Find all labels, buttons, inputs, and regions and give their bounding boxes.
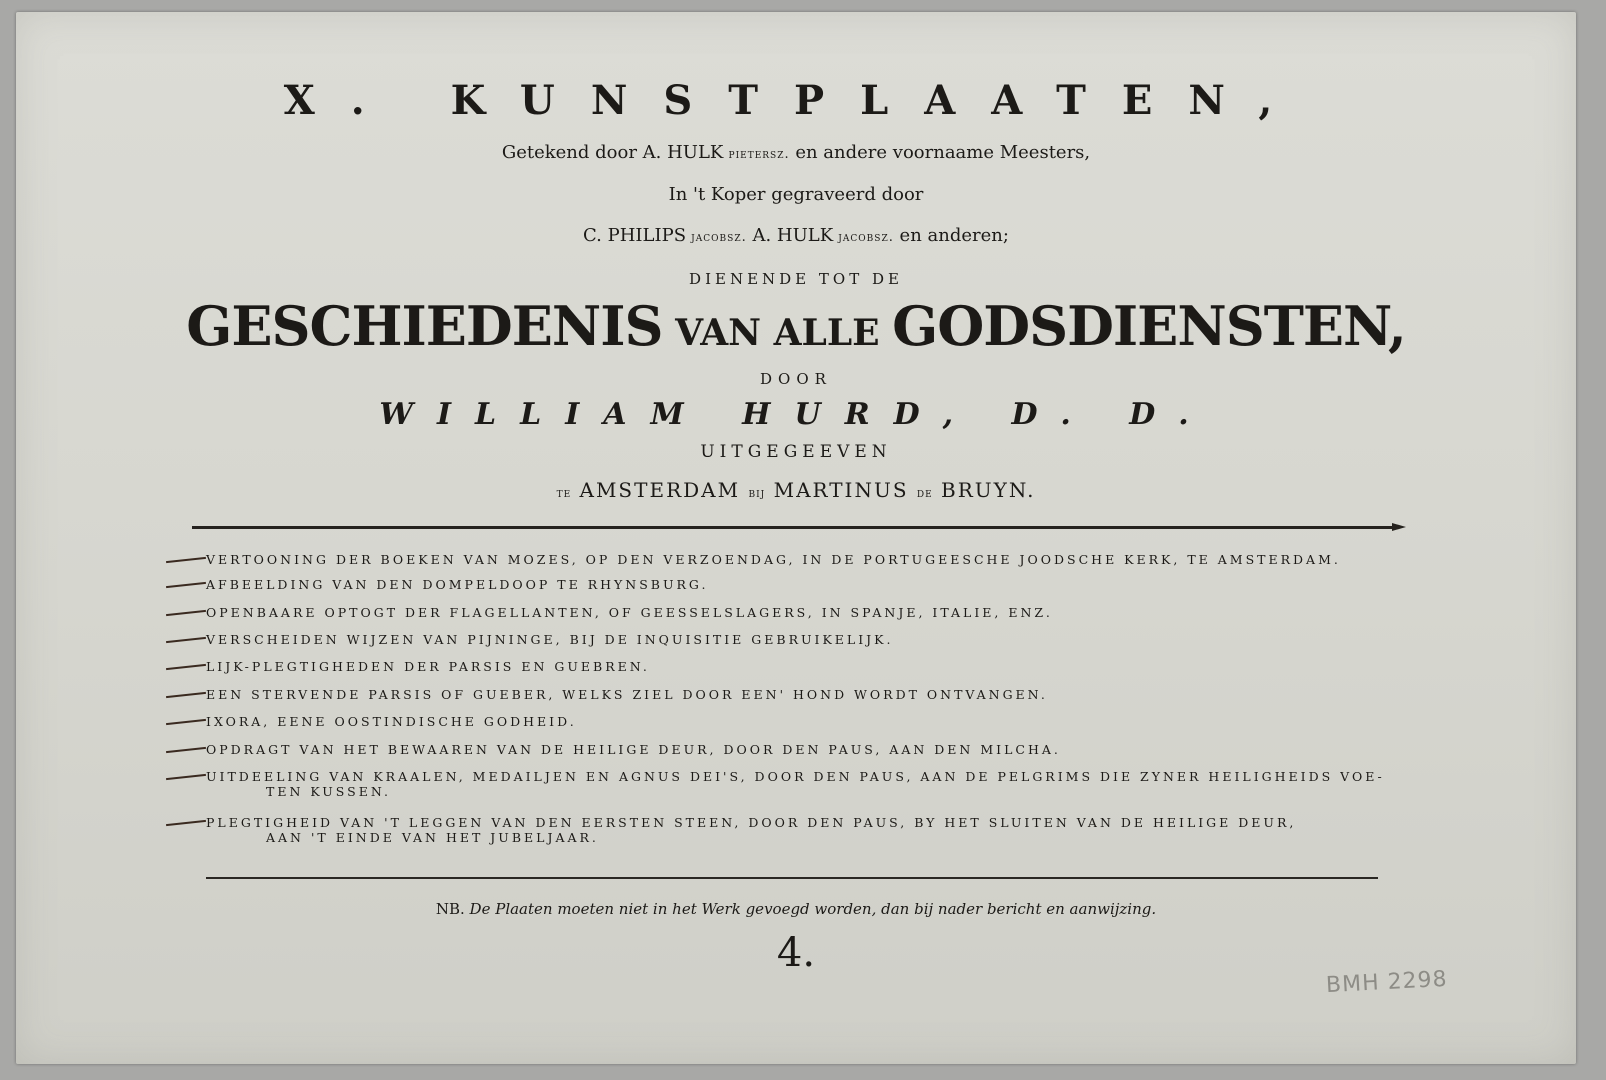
engravers-b: jacobsz.	[686, 230, 747, 245]
handwritten-tick-mark	[166, 610, 206, 616]
handwritten-tick-mark	[166, 637, 206, 643]
publisher-d: MARTINUS	[765, 478, 917, 502]
plate-item	[166, 552, 1406, 567]
engraver-line-c: pietersz.	[723, 147, 790, 162]
main-title	[16, 294, 1576, 358]
plate-text-continued: TEN KUSSEN.	[266, 784, 391, 799]
publisher-a: te	[556, 486, 572, 501]
plate-text: PLEGTIGHEID VAN 'T LEGGEN VAN DEN EERSTEN STEEN, DOOR DEN PAUS, BY HET SLUITEN VAN DE HEILIGE DEUR,	[206, 815, 1297, 830]
handwritten-tick-mark	[166, 582, 206, 588]
engraver-line-d: en andere voornaame Meesters,	[789, 142, 1091, 163]
engravers-c: A. HULK	[746, 225, 834, 246]
publisher-e: de	[916, 486, 933, 501]
plate-text-continued: AAN 'T EINDE VAN HET JUBELJAAR.	[266, 830, 599, 845]
handwritten-tick-mark	[166, 557, 206, 563]
engravers-a: C. PHILIPS	[583, 225, 687, 246]
bottom-divider-rule	[206, 877, 1378, 879]
handwritten-tick-mark	[166, 747, 206, 753]
plate-item	[166, 714, 1406, 729]
engraver-line-b: HULK	[667, 142, 724, 163]
page-number: 4.	[776, 930, 816, 976]
top-divider-rule	[192, 526, 1392, 529]
publisher-line	[16, 478, 1576, 502]
plate-text: VERSCHEIDEN WIJZEN VAN PIJNINGE, BIJ DE INQUISITIE GEBRUIKELIJK.	[206, 632, 894, 647]
paper-sheet	[16, 12, 1576, 1064]
handwritten-tick-mark	[166, 692, 206, 698]
handwritten-tick-mark	[166, 664, 206, 670]
pencil-inventory-note: BMH 2298	[1325, 966, 1449, 999]
nb-label: NB.	[435, 900, 465, 918]
door-line: DOOR	[760, 370, 832, 388]
plate-item	[166, 605, 1406, 620]
publisher-c: bij	[748, 486, 766, 501]
plate-text: LIJK-PLEGTIGHEDEN DER PARSIS EN GUEBREN.	[206, 659, 650, 674]
plate-item	[166, 632, 1406, 647]
plate-text: OPENBAARE OPTOGT DER FLAGELLANTEN, OF GEESSELSLAGERS, IN SPANJE, ITALIE, ENZ.	[206, 605, 1053, 620]
plate-text: VERTOONING DER BOEKEN VAN MOZES, OP DEN VERZOENDAG, IN DE PORTUGEESCHE JOODSCHE KERK, TE AMSTERDAM.	[206, 552, 1341, 567]
plate-text: OPDRAGT VAN HET BEWAAREN VAN DE HEILIGE DEUR, DOOR DEN PAUS, AAN DEN MILCHA.	[206, 742, 1061, 757]
plate-list	[166, 552, 1406, 845]
plate-item	[166, 742, 1406, 757]
nb-text: De Plaaten moeten niet in het Werk gevoegd worden, dan bij nader bericht en aanwijzing.	[464, 900, 1157, 918]
main-title-c: GODSDIENSTEN,	[892, 294, 1406, 358]
plate-item	[166, 687, 1406, 702]
plate-text: EEN STERVENDE PARSIS OF GUEBER, WELKS ZIEL DOOR EEN' HOND WORDT ONTVANGEN.	[206, 687, 1048, 702]
author-name: WILLIAM HURD, D. D.	[379, 397, 1213, 432]
engravers-e: en anderen;	[893, 225, 1009, 246]
plate-text: IXORA, EENE OOSTINDISCHE GODHEID.	[206, 714, 577, 729]
copper-line: In 't Koper gegraveerd door	[668, 184, 924, 205]
engraver-line	[16, 142, 1576, 163]
handwritten-tick-mark	[166, 774, 206, 780]
engravers-names-line	[16, 225, 1576, 246]
handwritten-tick-mark	[166, 719, 206, 725]
dienende-line: DIENENDE TOT DE	[689, 270, 903, 288]
publisher-b: AMSTERDAM	[571, 478, 749, 502]
plate-item	[166, 577, 1406, 592]
plate-item	[166, 659, 1406, 674]
engravers-d: jacobsz.	[833, 230, 894, 245]
handwritten-tick-mark	[166, 820, 206, 826]
nota-bene-note	[16, 900, 1576, 918]
plate-item	[166, 769, 1406, 799]
publisher-f: BRUYN.	[932, 478, 1036, 502]
main-title-b: VAN ALLE	[662, 312, 893, 354]
published-label: UITGEGEEVEN	[700, 442, 892, 462]
engraver-line-a: Getekend door A.	[501, 142, 668, 163]
plate-item	[166, 815, 1406, 845]
plate-text: AFBEELDING VAN DEN DOMPELDOOP TE RHYNSBURG.	[206, 577, 709, 592]
document-title: X. KUNSTPLAATEN,	[283, 77, 1309, 124]
plate-text: UITDEELING VAN KRAALEN, MEDAILJEN EN AGNUS DEI'S, DOOR DEN PAUS, AAN DE PELGRIMS DIE ZYNER HEILIGHEIDS VOE-	[206, 769, 1385, 784]
main-title-a: GESCHIEDENIS	[186, 294, 663, 358]
